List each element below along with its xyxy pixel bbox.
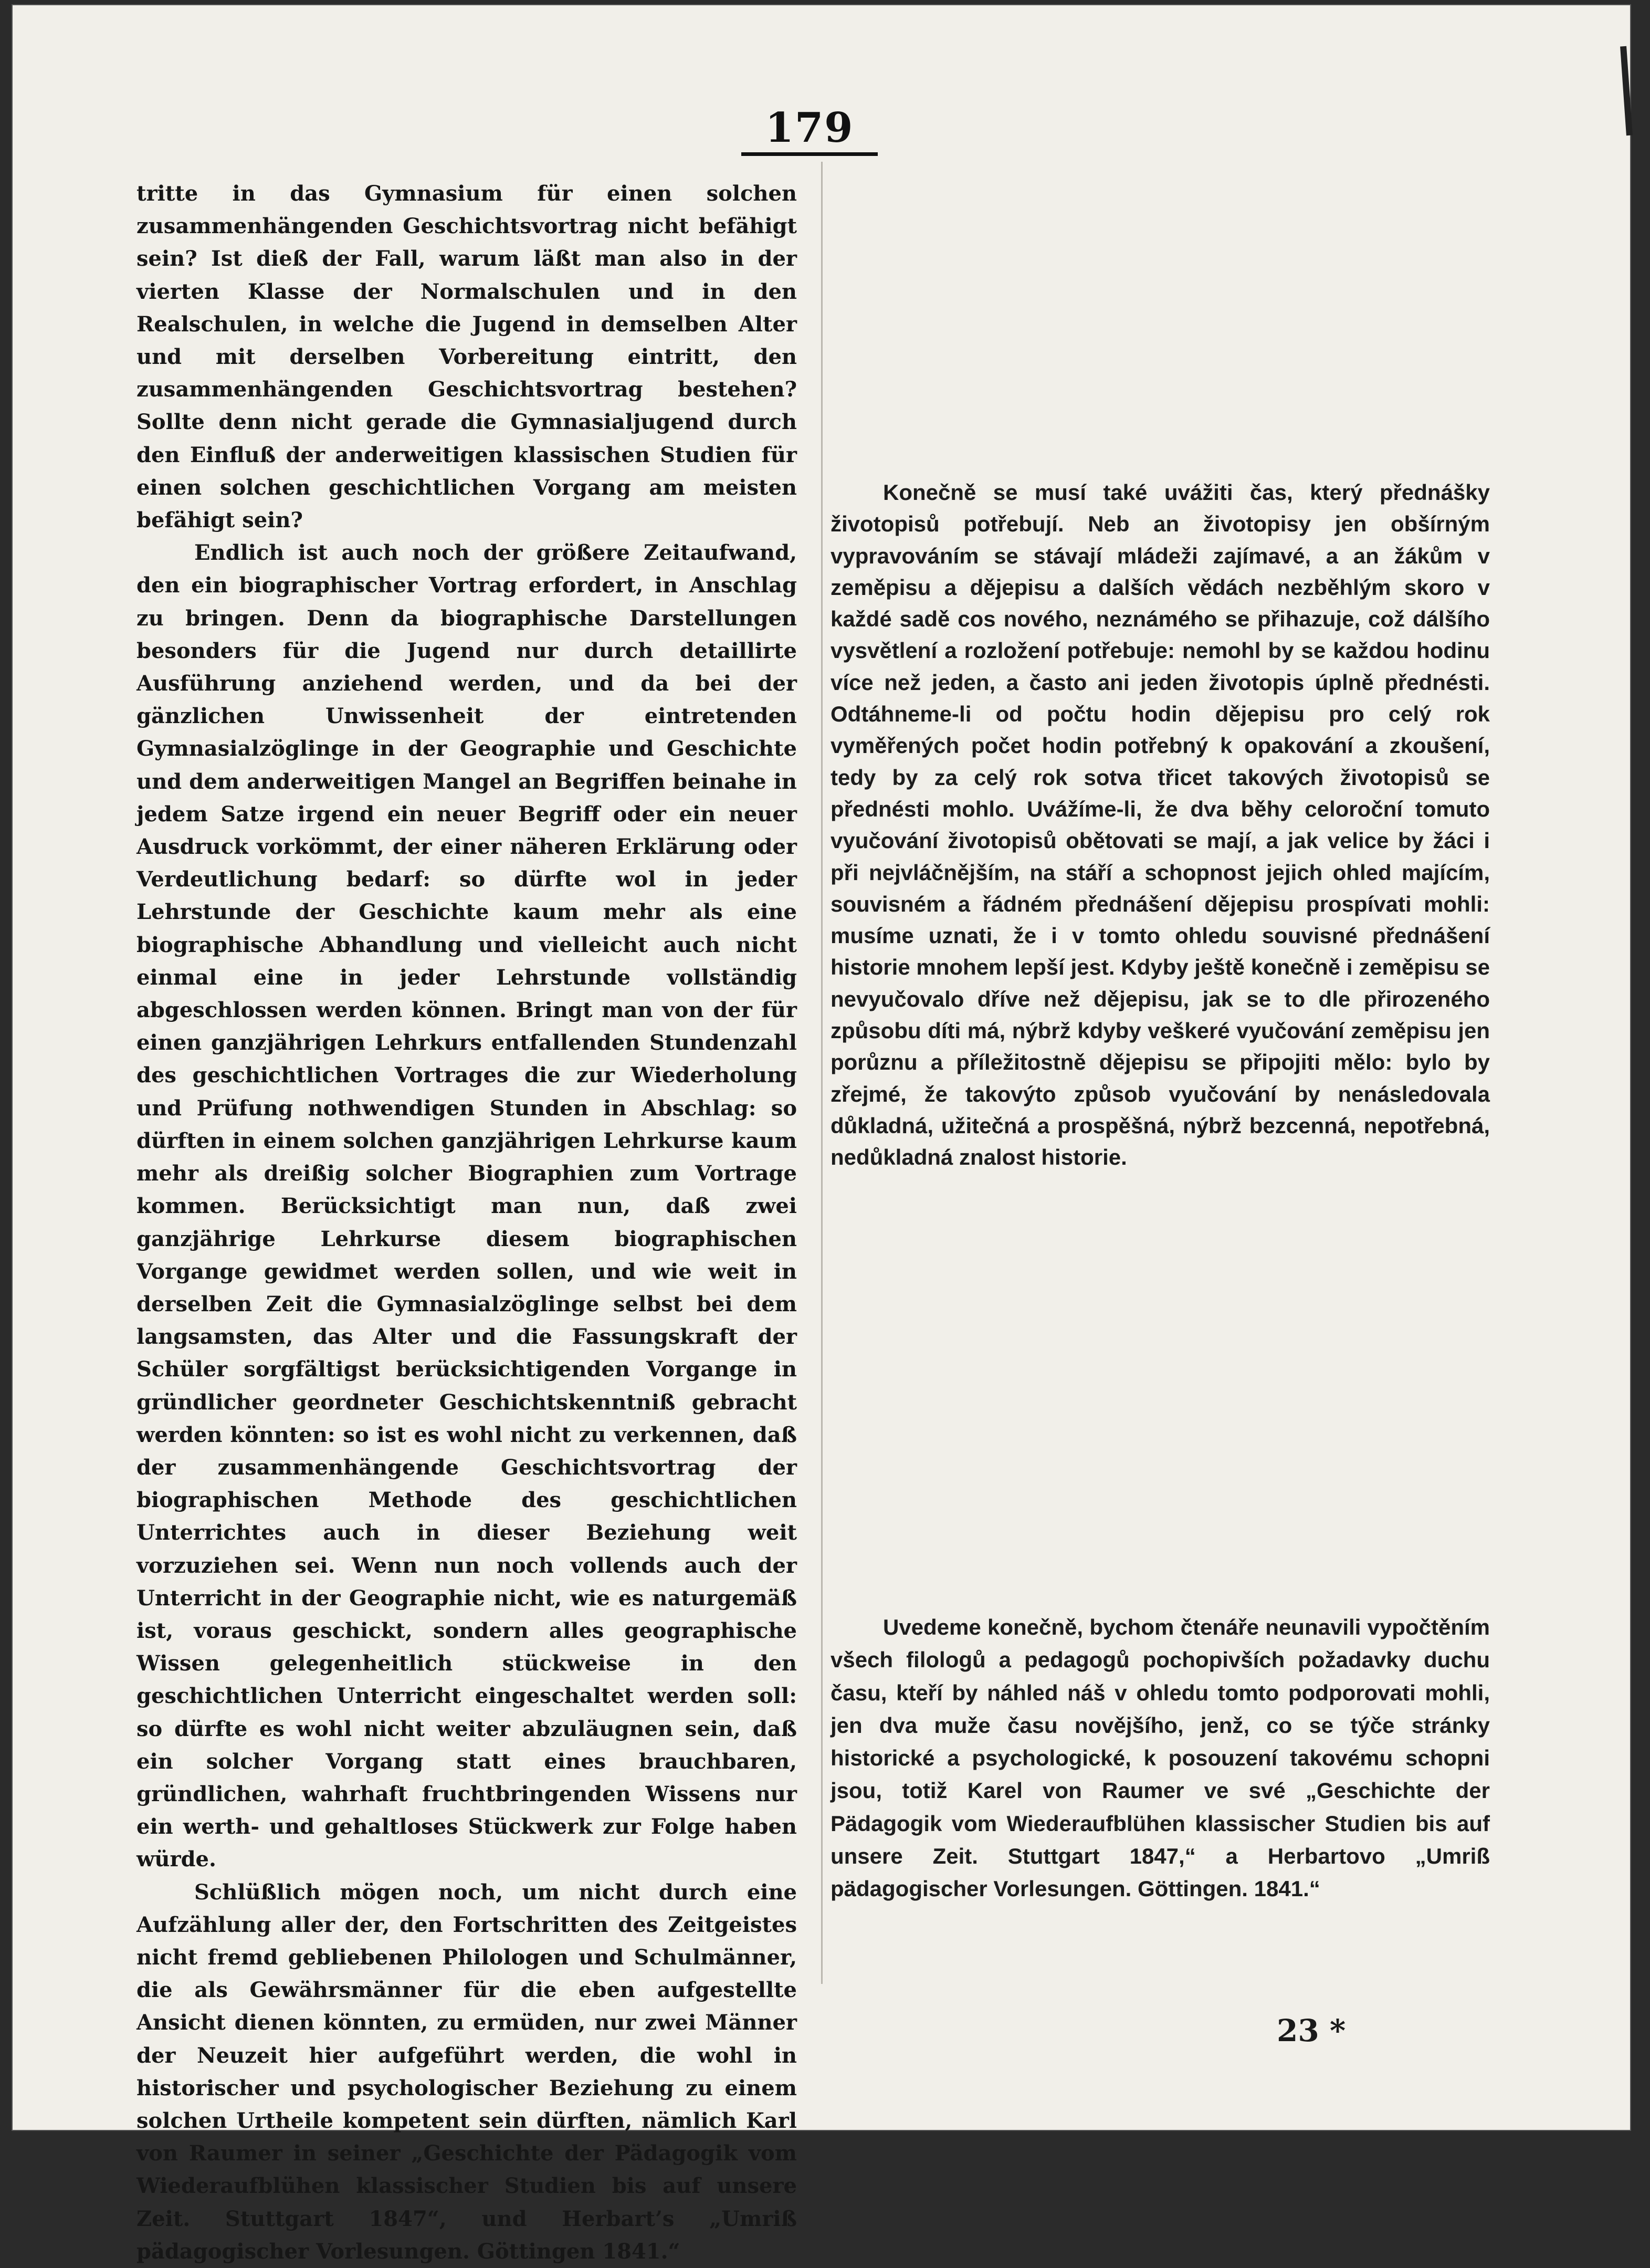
- german-paragraph-2: Endlich ist auch noch der größere Zeitaufwand, den ein biographischer Vortrag erfordert, in Anschlag zu bringen. Denn da biographische Darstellungen besonders für die Jugend nur durch detaillirte Ausführung anziehend werden, und da bei der gänzlichen Unwissenheit der eintretenden Gymnasialzöglinge in der Geographie und Geschichte und dem anderweitigen Mangel an Begriffen beinahe in jedem Satze irgend ein neuer Begriff oder ein neuer Ausdruck vorkömmt, der einer näheren Erklärung oder Verdeutlichung bedarf: so dürfte wol in jeder Lehrstunde der Geschichte kaum mehr als eine biographische Abhandlung und vielleicht auch nicht einmal eine in jeder Lehrstunde vollständig abgeschlossen werden können. Bringt man von der für einen ganzjährigen Lehrkurs entfallenden Stundenzahl des geschichtlichen Vortrages die zur Wiederholung und Prüfung nothwendigen Stunden in Abschlag: so dürften in einem solchen ganzjährigen Lehrkurse kaum mehr als dreißig solcher Biographien zum Vortrage kommen. Berücksichtigt man nun, daß zwei ganzjährige Lehrkurse diesem biographischen Vorgange gewidmet werden sollen, und wie weit in derselben Zeit die Gymnasialzöglinge selbst bei dem langsamsten, das Alter und die Fassungskraft der Schüler sorgfältigst berücksichtigenden Vorgange in gründlicher geordneter Geschichtskenntniß gebracht werden könnten: so ist es wohl nicht zu verkennen, daß der zusammenhängende Geschichtsvortrag der biographischen Methode des geschichtlichen Unterrichtes auch in dieser Beziehung weit vorzuziehen sei. Wenn nun noch vollends auch der Unterricht in der Geographie nicht, wie es naturgemäß ist, voraus geschickt, sondern alles geographische Wissen gelegenheitlich stückweise in den geschichtlichen Unterricht eingeschaltet werden soll: so dürfte es wohl nicht weiter abzuläugnen sein, daß ein solcher Vorgang statt eines brauchbaren, gründlichen, wahrhaft fruchtbringenden Wissens nur ein werth- und gehaltloses Stückwerk zur Folge haben würde.: [136, 540, 797, 1872]
- german-paragraph-1: tritte in das Gymnasium für einen solchen zusammenhängenden Geschichtsvortrag nicht befähigt sein? Ist dieß der Fall, warum läßt man also in der vierten Klasse der Normalschulen und in den Realschulen, in welche die Jugend in demselben Alter und mit derselben Vorbereitung eintritt, den zusammenhängenden Geschichtsvortrag bestehen? Sollte denn nicht gerade die Gymnasialjugend durch den Einfluß der anderweitigen klassischen Studien für einen solchen geschichtlichen Vorgang am meisten befähigt sein?: [136, 181, 797, 533]
- czech-paragraph-2: Uvedeme konečně, bychom čtenáře neunavili vypočtěním všech filologů a pedagogů pochopivších požadavky duchu času, kteří by náhled náš v ohledu tomto podporovati mohli, jen dva muže času novějšího, jenž, co se týče stránky historické a psychologické, k posouzení takovému schopni jsou, totiž Karel von Raumer ve své „Geschichte der Pädagogik vom Wiederaufblühen klassischer Studien bis auf unsere Zeit. Stuttgart 1847,“ a Herbartovo „Umriß pädagogischer Vorlesungen. Göttingen. 1841.“: [831, 1615, 1490, 1901]
- czech-column-top: [831, 477, 1490, 1174]
- german-column: [136, 177, 797, 2268]
- column-divider: [821, 162, 823, 1984]
- czech-paragraph-1: Konečně se musí také uvážiti čas, který přednášky životopisů potřebují. Neb an životopisy jen obšírným vypravováním se stávají mládeži zajímavé, a an žákům v zeměpisu a dějepisu a dalších vědách nezběhlým skoro v každé sadě cos nového, neznámého se přihazuje, což dálšího vysvětlení a rozložení potřebuje: nemohl by se každou hodinu více než jeden, a často ani jeden životopis úplně přednésti. Odtáhneme-li od počtu hodin dějepisu pro celý rok vyměřených počet hodin potřebný k opakování a zkoušení, tedy by za celý rok sotva třicet takových životopisů se přednésti mohlo. Uvážíme-li, že dva běhy celoroční tomuto vyučování životopisů obětovati se mají, a jak velice by žáci i při nejvláčnějším, na stáří a schopnost jejich ohled majícím, souvisném a řádném přednášení dějepisu prospívati mohli: musíme uznati, že i v tomto ohledu souvisné přednášení historie mnohem lepší jest. Kdyby ještě konečně i zeměpisu se nevyučovalo dříve než dějepisu, jak se to dle přirozeného způsobu díti má, nýbrž kdyby veškeré vyučování zeměpisu jen porůznu a příležitostně dějepisu se připojiti mělo: bylo by zřejmé, že takovýto způsob vyučování by nenásledovala důkladná, užitečná a prospěšná, nýbrž bezcenná, nepotřebná, nedůkladná znalost historie.: [831, 480, 1490, 1170]
- book-page: [12, 4, 1631, 2264]
- german-paragraph-3: Schlüßlich mögen noch, um nicht durch eine Aufzählung aller der, den Fortschritten des Zeitgeistes nicht fremd gebliebenen Philologen und Schulmänner, die als Gewährsmänner für die eben aufgestellte Ansicht dienen könnten, zu ermüden, nur zwei Männer der Neuzeit hier aufgeführt werden, die wohl in historischer und psychologischer Beziehung zu einem solchen Urtheile kompetent sein dürften, nämlich Karl von Raumer in seiner „Geschichte der Pädagogik vom Wiederaufblühen klassischer Studien bis auf unsere Zeit. Stuttgart 1847“, und Herbart’s „Umriß pädagogischer Vorlesungen. Göttingen 1841.“: [136, 1879, 797, 2264]
- czech-column-bottom: [831, 1611, 1490, 1906]
- page-edge-mark: [1620, 46, 1633, 135]
- page-number: 179: [765, 104, 854, 152]
- page-number-rule: [741, 152, 878, 156]
- signature-mark: 23 *: [1277, 2013, 1346, 2048]
